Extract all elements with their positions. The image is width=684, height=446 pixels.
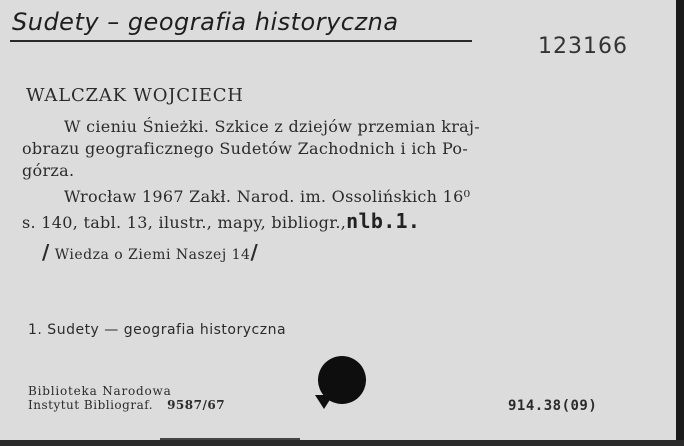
- subject-entry: 1. Sudety — geografia historyczna: [28, 322, 287, 338]
- issuer-line-1: Biblioteka Narodowa: [28, 384, 172, 398]
- title-line-3: górza.: [22, 161, 75, 180]
- title-line-2: obrazu geograficznego Sudetów Zachodnich i ich Po-: [22, 139, 469, 158]
- imprint-line-2-text: s. 140, tabl. 13, ilustr., mapy, bibliogr.,: [22, 213, 347, 232]
- series-close-slash: /: [250, 240, 259, 264]
- subject-underline: [10, 40, 472, 42]
- library-stamp: nlb.1.: [346, 209, 421, 233]
- title-line-1: W cieniu Śnieżki. Szkice z dziejów przemian kraj-: [64, 117, 480, 136]
- series-text: Wiedza o Ziemi Naszej 14: [54, 247, 251, 263]
- handwritten-subject-heading: Sudety – geografia historyczna: [12, 8, 399, 36]
- series-open-slash: /: [42, 240, 50, 264]
- accession-number: 123166: [538, 34, 628, 59]
- card-bottom-edge: [0, 440, 684, 446]
- issuer-line-2: [28, 398, 225, 412]
- card-right-edge: [676, 0, 684, 446]
- catalog-number: 9587/67: [167, 398, 226, 412]
- imprint-line-1: Wrocław 1967 Zakł. Narod. im. Ossolińskich 16⁰: [64, 187, 471, 206]
- author-heading: WALCZAK WOJCIECH: [26, 85, 244, 106]
- issuer-name: Instytut Bibliograf.: [28, 398, 154, 412]
- punch-hole-notch: [315, 395, 333, 409]
- classification-number: 914.38(09): [508, 398, 598, 414]
- series-statement: [42, 240, 258, 264]
- imprint-line-2: [22, 209, 420, 233]
